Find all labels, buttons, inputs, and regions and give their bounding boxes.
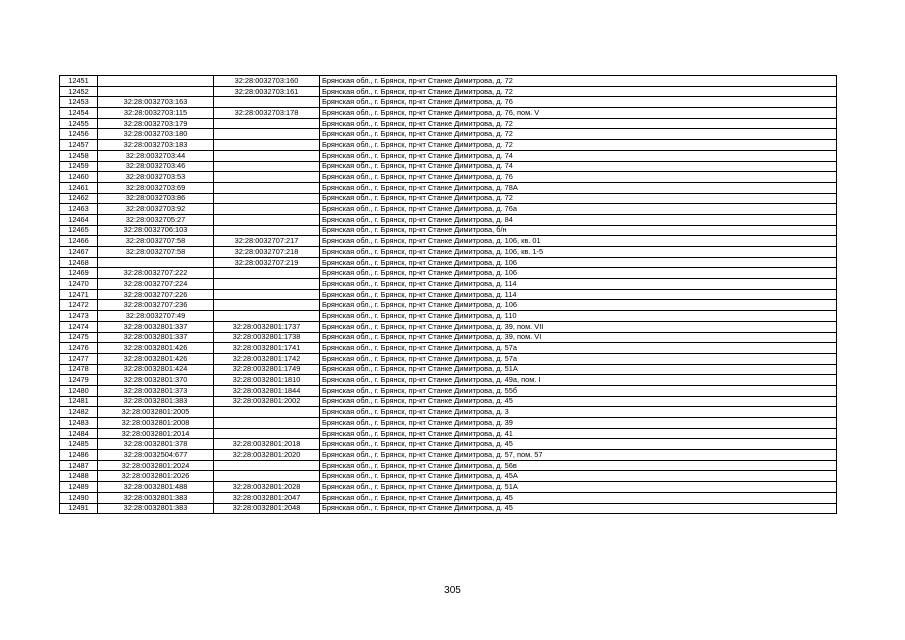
object-number-cell: 32:28:0032801:1844 [214, 385, 320, 396]
address-cell: Брянская обл., г. Брянск, пр-кт Станке Димитрова, д. 45А [320, 471, 837, 482]
row-number-cell: 12491 [60, 503, 98, 514]
row-number-cell: 12451 [60, 76, 98, 87]
address-cell: Брянская обл., г. Брянск, пр-кт Станке Димитрова, д. 39, пом. VI [320, 332, 837, 343]
object-number-cell [214, 97, 320, 108]
address-cell: Брянская обл., г. Брянск, пр-кт Станке Димитрова, д. 106 [320, 268, 837, 279]
object-number-cell [214, 140, 320, 151]
parcel-number-cell: 32:28:0032801:370 [98, 375, 214, 386]
row-number-cell: 12481 [60, 396, 98, 407]
object-number-cell: 32:28:0032703:160 [214, 76, 320, 87]
object-number-cell: 32:28:0032801:1741 [214, 343, 320, 354]
table-row [60, 257, 837, 268]
parcel-number-cell: 32:28:0032705:27 [98, 214, 214, 225]
object-number-cell [214, 172, 320, 183]
parcel-number-cell: 32:28:0032707:222 [98, 268, 214, 279]
row-number-cell: 12460 [60, 172, 98, 183]
table-row [60, 214, 837, 225]
address-cell: Брянская обл., г. Брянск, пр-кт Станке Димитрова, д. 45 [320, 439, 837, 450]
page-number: 305 [444, 585, 461, 596]
table-row [60, 385, 837, 396]
parcel-number-cell: 32:28:0032801:426 [98, 353, 214, 364]
table-row [60, 279, 837, 290]
object-number-cell [214, 182, 320, 193]
object-number-cell: 32:28:0032703:161 [214, 86, 320, 97]
table-row [60, 108, 837, 119]
table-row [60, 375, 837, 386]
row-number-cell: 12469 [60, 268, 98, 279]
object-number-cell [214, 289, 320, 300]
address-cell: Брянская обл., г. Брянск, пр-кт Станке Димитрова, д. 45 [320, 503, 837, 514]
address-cell: Брянская обл., г. Брянск, пр-кт Станке Димитрова, д. 39 [320, 418, 837, 429]
table-row [60, 118, 837, 129]
table-row [60, 364, 837, 375]
table-row [60, 300, 837, 311]
row-number-cell: 12453 [60, 97, 98, 108]
row-number-cell: 12489 [60, 482, 98, 493]
address-cell: Брянская обл., г. Брянск, пр-кт Станке Димитрова, д. 72 [320, 86, 837, 97]
address-cell: Брянская обл., г. Брянск, пр-кт Станке Димитрова, д. 110 [320, 311, 837, 322]
parcel-number-cell: 32:28:0032703:53 [98, 172, 214, 183]
address-cell: Брянская обл., г. Брянск, пр-кт Станке Димитрова, д. 76а [320, 204, 837, 215]
parcel-number-cell: 32:28:0032706:103 [98, 225, 214, 236]
table-body [60, 76, 837, 514]
address-cell: Брянская обл., г. Брянск, пр-кт Станке Димитрова, д. 114 [320, 289, 837, 300]
object-number-cell [214, 193, 320, 204]
address-cell: Брянская обл., г. Брянск, пр-кт Станке Димитрова, д. 106 [320, 300, 837, 311]
address-cell: Брянская обл., г. Брянск, пр-кт Станке Димитрова, д. 72 [320, 129, 837, 140]
address-cell: Брянская обл., г. Брянск, пр-кт Станке Димитрова, д. 51А [320, 364, 837, 375]
table-row [60, 428, 837, 439]
address-cell: Брянская обл., г. Брянск, пр-кт Станке Димитрова, д. 51А [320, 482, 837, 493]
row-number-cell: 12458 [60, 150, 98, 161]
row-number-cell: 12454 [60, 108, 98, 119]
address-cell: Брянская обл., г. Брянск, пр-кт Станке Димитрова, д. 45 [320, 492, 837, 503]
row-number-cell: 12480 [60, 385, 98, 396]
parcel-number-cell: 32:28:0032801:488 [98, 482, 214, 493]
row-number-cell: 12457 [60, 140, 98, 151]
address-cell: Брянская обл., г. Брянск, пр-кт Станке Димитрова, д. 74 [320, 161, 837, 172]
row-number-cell: 12472 [60, 300, 98, 311]
object-number-cell: 32:28:0032707:219 [214, 257, 320, 268]
parcel-number-cell: 32:28:0032703:115 [98, 108, 214, 119]
row-number-cell: 12485 [60, 439, 98, 450]
object-number-cell: 32:28:0032801:2047 [214, 492, 320, 503]
object-number-cell: 32:28:0032801:1742 [214, 353, 320, 364]
address-cell: Брянская обл., г. Брянск, пр-кт Станке Димитрова, д. 76 [320, 97, 837, 108]
row-number-cell: 12479 [60, 375, 98, 386]
address-cell: Брянская обл., г. Брянск, пр-кт Станке Димитрова, д. 57а [320, 353, 837, 364]
object-number-cell [214, 300, 320, 311]
table-row [60, 321, 837, 332]
row-number-cell: 12488 [60, 471, 98, 482]
table-row [60, 482, 837, 493]
table-row [60, 439, 837, 450]
address-cell: Брянская обл., г. Брянск, пр-кт Станке Димитрова, д. 57а [320, 343, 837, 354]
row-number-cell: 12478 [60, 364, 98, 375]
address-cell: Брянская обл., г. Брянск, пр-кт Станке Димитрова, б/н [320, 225, 837, 236]
parcel-number-cell: 32:28:0032801:337 [98, 332, 214, 343]
parcel-number-cell: 32:28:0032801:383 [98, 492, 214, 503]
row-number-cell: 12474 [60, 321, 98, 332]
object-number-cell: 32:28:0032801:1749 [214, 364, 320, 375]
parcel-number-cell: 32:28:0032801:2005 [98, 407, 214, 418]
table-row [60, 76, 837, 87]
parcel-number-cell [98, 257, 214, 268]
parcel-number-cell: 32:28:0032801:424 [98, 364, 214, 375]
parcel-number-cell: 32:28:0032703:180 [98, 129, 214, 140]
object-number-cell [214, 471, 320, 482]
row-number-cell: 12483 [60, 418, 98, 429]
row-number-cell: 12470 [60, 279, 98, 290]
parcel-number-cell: 32:28:0032703:44 [98, 150, 214, 161]
parcel-number-cell: 32:28:0032801:2026 [98, 471, 214, 482]
table-row [60, 343, 837, 354]
parcel-number-cell: 32:28:0032707:58 [98, 247, 214, 258]
object-number-cell: 32:28:0032801:2028 [214, 482, 320, 493]
address-cell: Брянская обл., г. Брянск, пр-кт Станке Димитрова, д. 72 [320, 118, 837, 129]
row-number-cell: 12490 [60, 492, 98, 503]
cadastral-table [59, 75, 837, 514]
parcel-number-cell: 32:28:0032707:58 [98, 236, 214, 247]
address-cell: Брянская обл., г. Брянск, пр-кт Станке Димитрова, д. 49а, пом. I [320, 375, 837, 386]
row-number-cell: 12456 [60, 129, 98, 140]
row-number-cell: 12482 [60, 407, 98, 418]
row-number-cell: 12461 [60, 182, 98, 193]
row-number-cell: 12477 [60, 353, 98, 364]
parcel-number-cell: 32:28:0032707:49 [98, 311, 214, 322]
address-cell: Брянская обл., г. Брянск, пр-кт Станке Димитрова, д. 84 [320, 214, 837, 225]
parcel-number-cell: 32:28:0032801:383 [98, 503, 214, 514]
row-number-cell: 12473 [60, 311, 98, 322]
address-cell: Брянская обл., г. Брянск, пр-кт Станке Димитрова, д. 72 [320, 193, 837, 204]
parcel-number-cell: 32:28:0032703:69 [98, 182, 214, 193]
object-number-cell: 32:28:0032801:1810 [214, 375, 320, 386]
parcel-number-cell: 32:28:0032703:46 [98, 161, 214, 172]
row-number-cell: 12467 [60, 247, 98, 258]
parcel-number-cell: 32:28:0032703:163 [98, 97, 214, 108]
table-row [60, 450, 837, 461]
table-row [60, 460, 837, 471]
address-cell: Брянская обл., г. Брянск, пр-кт Станке Димитрова, д. 72 [320, 76, 837, 87]
parcel-number-cell: 32:28:0032703:92 [98, 204, 214, 215]
object-number-cell [214, 150, 320, 161]
table-row [60, 332, 837, 343]
address-cell: Брянская обл., г. Брянск, пр-кт Станке Димитрова, д. 106, кв. 01 [320, 236, 837, 247]
row-number-cell: 12466 [60, 236, 98, 247]
parcel-number-cell: 32:28:0032707:224 [98, 279, 214, 290]
object-number-cell: 32:28:0032801:2002 [214, 396, 320, 407]
table-row [60, 86, 837, 97]
object-number-cell: 32:28:0032801:2018 [214, 439, 320, 450]
table-row [60, 247, 837, 258]
address-cell: Брянская обл., г. Брянск, пр-кт Станке Димитрова, д. 106, кв. 1-5 [320, 247, 837, 258]
table-row [60, 396, 837, 407]
object-number-cell [214, 161, 320, 172]
address-cell: Брянская обл., г. Брянск, пр-кт Станке Димитрова, д. 74 [320, 150, 837, 161]
parcel-number-cell [98, 76, 214, 87]
object-number-cell: 32:28:0032707:218 [214, 247, 320, 258]
object-number-cell [214, 204, 320, 215]
address-cell: Брянская обл., г. Брянск, пр-кт Станке Димитрова, д. 78А [320, 182, 837, 193]
parcel-number-cell: 32:28:0032801:337 [98, 321, 214, 332]
parcel-number-cell: 32:28:0032801:2008 [98, 418, 214, 429]
table-row [60, 140, 837, 151]
object-number-cell [214, 279, 320, 290]
row-number-cell: 12455 [60, 118, 98, 129]
parcel-number-cell: 32:28:0032703:183 [98, 140, 214, 151]
address-cell: Брянская обл., г. Брянск, пр-кт Станке Димитрова, д. 56в [320, 460, 837, 471]
object-number-cell [214, 268, 320, 279]
parcel-number-cell: 32:28:0032801:378 [98, 439, 214, 450]
object-number-cell [214, 225, 320, 236]
row-number-cell: 12484 [60, 428, 98, 439]
address-cell: Брянская обл., г. Брянск, пр-кт Станке Димитрова, д. 72 [320, 140, 837, 151]
parcel-number-cell: 32:28:0032801:373 [98, 385, 214, 396]
table-row [60, 161, 837, 172]
object-number-cell [214, 311, 320, 322]
parcel-number-cell: 32:28:0032703:179 [98, 118, 214, 129]
address-cell: Брянская обл., г. Брянск, пр-кт Станке Димитрова, д. 55б [320, 385, 837, 396]
table-row [60, 492, 837, 503]
parcel-number-cell: 32:28:0032801:383 [98, 396, 214, 407]
object-number-cell: 32:28:0032801:2020 [214, 450, 320, 461]
address-cell: Брянская обл., г. Брянск, пр-кт Станке Димитрова, д. 39, пом. VII [320, 321, 837, 332]
table-row [60, 172, 837, 183]
object-number-cell: 32:28:0032707:217 [214, 236, 320, 247]
table-row [60, 418, 837, 429]
row-number-cell: 12471 [60, 289, 98, 300]
table-row [60, 97, 837, 108]
parcel-number-cell: 32:28:0032703:86 [98, 193, 214, 204]
table-row [60, 407, 837, 418]
object-number-cell: 32:28:0032703:178 [214, 108, 320, 119]
table-row [60, 236, 837, 247]
table-row [60, 204, 837, 215]
table-row [60, 193, 837, 204]
row-number-cell: 12486 [60, 450, 98, 461]
object-number-cell: 32:28:0032801:1738 [214, 332, 320, 343]
row-number-cell: 12468 [60, 257, 98, 268]
address-cell: Брянская обл., г. Брянск, пр-кт Станке Димитрова, д. 41 [320, 428, 837, 439]
parcel-number-cell: 32:28:0032707:236 [98, 300, 214, 311]
object-number-cell [214, 118, 320, 129]
object-number-cell [214, 129, 320, 140]
object-number-cell [214, 214, 320, 225]
row-number-cell: 12465 [60, 225, 98, 236]
row-number-cell: 12476 [60, 343, 98, 354]
address-cell: Брянская обл., г. Брянск, пр-кт Станке Димитрова, д. 76, пом. V [320, 108, 837, 119]
table-row [60, 471, 837, 482]
table-row [60, 129, 837, 140]
address-cell: Брянская обл., г. Брянск, пр-кт Станке Димитрова, д. 106 [320, 257, 837, 268]
table-row [60, 182, 837, 193]
object-number-cell: 32:28:0032801:2048 [214, 503, 320, 514]
row-number-cell: 12462 [60, 193, 98, 204]
address-cell: Брянская обл., г. Брянск, пр-кт Станке Димитрова, д. 45 [320, 396, 837, 407]
row-number-cell: 12487 [60, 460, 98, 471]
parcel-number-cell: 32:28:0032707:226 [98, 289, 214, 300]
address-cell: Брянская обл., г. Брянск, пр-кт Станке Димитрова, д. 76 [320, 172, 837, 183]
table-row [60, 503, 837, 514]
object-number-cell: 32:28:0032801:1737 [214, 321, 320, 332]
parcel-number-cell: 32:28:0032504:677 [98, 450, 214, 461]
object-number-cell [214, 428, 320, 439]
address-cell: Брянская обл., г. Брянск, пр-кт Станке Димитрова, д. 3 [320, 407, 837, 418]
address-cell: Брянская обл., г. Брянск, пр-кт Станке Димитрова, д. 57, пом. 57 [320, 450, 837, 461]
row-number-cell: 12459 [60, 161, 98, 172]
parcel-number-cell: 32:28:0032801:426 [98, 343, 214, 354]
row-number-cell: 12475 [60, 332, 98, 343]
object-number-cell [214, 418, 320, 429]
row-number-cell: 12452 [60, 86, 98, 97]
table-row [60, 225, 837, 236]
parcel-number-cell [98, 86, 214, 97]
parcel-number-cell: 32:28:0032801:2024 [98, 460, 214, 471]
table-row [60, 289, 837, 300]
object-number-cell [214, 407, 320, 418]
table-row [60, 150, 837, 161]
row-number-cell: 12464 [60, 214, 98, 225]
row-number-cell: 12463 [60, 204, 98, 215]
table-row [60, 353, 837, 364]
object-number-cell [214, 460, 320, 471]
table-row [60, 268, 837, 279]
address-cell: Брянская обл., г. Брянск, пр-кт Станке Димитрова, д. 114 [320, 279, 837, 290]
table-row [60, 311, 837, 322]
parcel-number-cell: 32:28:0032801:2014 [98, 428, 214, 439]
